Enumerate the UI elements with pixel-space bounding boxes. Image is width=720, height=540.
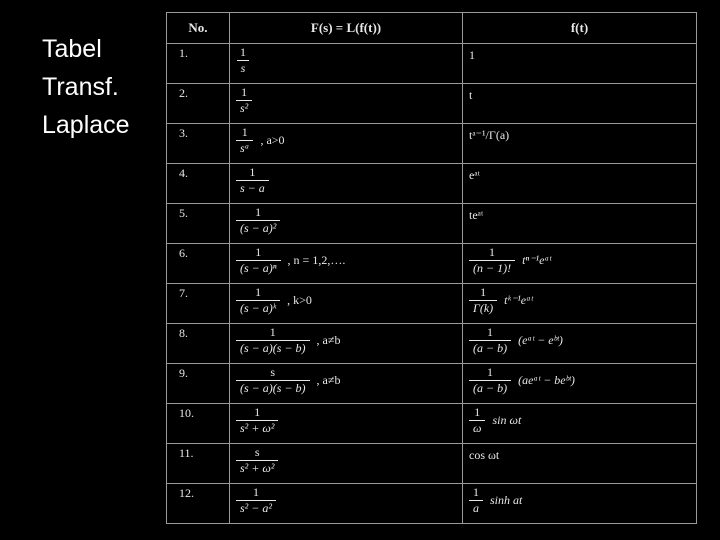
table-row	[167, 124, 697, 164]
fs-fraction	[236, 46, 250, 75]
row-number: 2.	[167, 84, 230, 124]
ft-denominator: (n − 1)!	[469, 260, 515, 275]
fs-numerator: 1	[241, 85, 248, 99]
table-row	[167, 204, 697, 244]
fs-numerator: s	[270, 365, 276, 379]
fs-fraction	[236, 326, 310, 355]
header-fs: F(s) = L(f(t))	[230, 13, 463, 44]
fs-cell	[230, 484, 463, 524]
ft-cell	[463, 124, 697, 164]
slide-title	[42, 30, 162, 144]
fs-denominator: s² + ω²	[236, 420, 278, 435]
ft-fraction	[469, 286, 497, 315]
fs-cell	[230, 44, 463, 84]
table-body	[167, 44, 697, 524]
ft-cell	[463, 324, 697, 364]
fs-numerator: 1	[254, 405, 261, 419]
fs-denominator: s² + ω²	[236, 460, 278, 475]
row-number: 12.	[167, 484, 230, 524]
laplace-table-image	[166, 12, 696, 524]
fs-numerator: 1	[269, 325, 276, 339]
ft-fraction	[469, 246, 515, 275]
fs-denominator: sᵃ	[236, 140, 253, 155]
ft-expression: tᵃ⁻¹/Γ(a)	[469, 128, 510, 142]
fs-denominator: s² − a²	[236, 500, 276, 515]
row-number: 9.	[167, 364, 230, 404]
fs-numerator: 1	[240, 45, 246, 59]
fs-cell	[230, 284, 463, 324]
fs-denominator: s	[237, 60, 250, 75]
ft-cell	[463, 204, 697, 244]
fs-fraction	[236, 286, 280, 315]
fs-cell	[230, 444, 463, 484]
ft-denominator: a	[469, 500, 483, 515]
ft-expression: tⁿ⁻¹eᵃᵗ	[522, 253, 552, 267]
fs-denominator: s²	[236, 100, 252, 115]
ft-numerator: 1	[474, 405, 481, 419]
row-number: 10.	[167, 404, 230, 444]
table-row	[167, 84, 697, 124]
ft-expression: cos ωt	[469, 448, 500, 462]
fs-cell	[230, 244, 463, 284]
fs-condition: , k>0	[287, 293, 312, 307]
fs-cell	[230, 324, 463, 364]
fs-numerator: 1	[255, 285, 262, 299]
ft-expression: (aeᵃᵗ − beᵇᵗ)	[518, 373, 575, 387]
fs-condition: , a≠b	[316, 373, 341, 387]
row-number: 3.	[167, 124, 230, 164]
fs-fraction	[236, 446, 278, 475]
ft-numerator: 1	[473, 485, 479, 499]
table-header-row	[167, 13, 697, 44]
ft-fraction	[469, 366, 511, 395]
ft-cell	[463, 84, 697, 124]
table-row	[167, 364, 697, 404]
fs-condition: , n = 1,2,….	[287, 253, 346, 267]
table-row	[167, 244, 697, 284]
fs-numerator: s	[254, 445, 260, 459]
fs-cell	[230, 84, 463, 124]
table-row	[167, 324, 697, 364]
fs-fraction	[236, 246, 281, 275]
fs-numerator: 1	[255, 205, 262, 219]
ft-expression: t	[469, 88, 473, 102]
laplace-transform-table	[166, 12, 697, 524]
ft-numerator: 1	[487, 365, 494, 379]
fs-denominator: (s − a)ᵏ	[236, 300, 280, 315]
fs-numerator: 1	[255, 245, 262, 259]
fs-condition: , a>0	[260, 133, 285, 147]
ft-cell	[463, 444, 697, 484]
title-line: Laplace	[42, 111, 130, 139]
ft-expression: teᵃᵗ	[469, 208, 484, 222]
ft-denominator: ω	[469, 420, 485, 435]
title-line: Tabel	[42, 35, 102, 63]
fs-denominator: (s − a)²	[236, 220, 280, 235]
ft-cell	[463, 44, 697, 84]
row-number: 8.	[167, 324, 230, 364]
ft-expression: eᵃᵗ	[469, 168, 480, 182]
fs-numerator: 1	[249, 165, 256, 179]
fs-denominator: s − a	[236, 180, 269, 195]
table-row	[167, 484, 697, 524]
ft-numerator: 1	[489, 245, 496, 259]
fs-cell	[230, 204, 463, 244]
fs-numerator: 1	[241, 125, 248, 139]
table-row	[167, 164, 697, 204]
ft-cell	[463, 164, 697, 204]
fs-cell	[230, 164, 463, 204]
fs-fraction	[236, 126, 253, 155]
fs-cell	[230, 404, 463, 444]
ft-numerator: 1	[487, 325, 494, 339]
ft-cell	[463, 364, 697, 404]
table-row	[167, 284, 697, 324]
fs-denominator: (s − a)(s − b)	[236, 380, 310, 395]
ft-fraction	[469, 486, 483, 515]
ft-expression: tᵏ⁻¹eᵃᵗ	[504, 293, 533, 307]
title-line: Transf.	[42, 73, 119, 101]
ft-denominator: (a − b)	[469, 340, 511, 355]
row-number: 6.	[167, 244, 230, 284]
table-row	[167, 44, 697, 84]
fs-denominator: (s − a)ⁿ	[236, 260, 281, 275]
table-row	[167, 404, 697, 444]
fs-fraction	[236, 166, 269, 195]
fs-fraction	[236, 366, 310, 395]
fs-condition: , a≠b	[316, 333, 341, 347]
fs-numerator: 1	[252, 485, 259, 499]
row-number: 1.	[167, 44, 230, 84]
ft-cell	[463, 284, 697, 324]
table-row	[167, 444, 697, 484]
ft-cell	[463, 484, 697, 524]
fs-cell	[230, 124, 463, 164]
fs-cell	[230, 364, 463, 404]
row-number: 5.	[167, 204, 230, 244]
ft-expression: 1	[469, 48, 475, 62]
ft-fraction	[469, 406, 485, 435]
fs-denominator: (s − a)(s − b)	[236, 340, 310, 355]
row-number: 4.	[167, 164, 230, 204]
ft-denominator: (a − b)	[469, 380, 511, 395]
ft-expression: sin ωt	[492, 413, 522, 427]
header-no: No.	[167, 13, 230, 44]
ft-numerator: 1	[480, 285, 487, 299]
row-number: 7.	[167, 284, 230, 324]
ft-cell	[463, 404, 697, 444]
ft-cell	[463, 244, 697, 284]
ft-expression: (eᵃᵗ − eᵇᵗ)	[518, 333, 563, 347]
fs-fraction	[236, 406, 278, 435]
fs-fraction	[236, 486, 276, 515]
header-ft: f(t)	[463, 13, 697, 44]
fs-fraction	[236, 206, 280, 235]
fs-fraction	[236, 86, 252, 115]
ft-expression: sinh at	[490, 493, 523, 507]
ft-fraction	[469, 326, 511, 355]
row-number: 11.	[167, 444, 230, 484]
ft-denominator: Γ(k)	[469, 300, 497, 315]
